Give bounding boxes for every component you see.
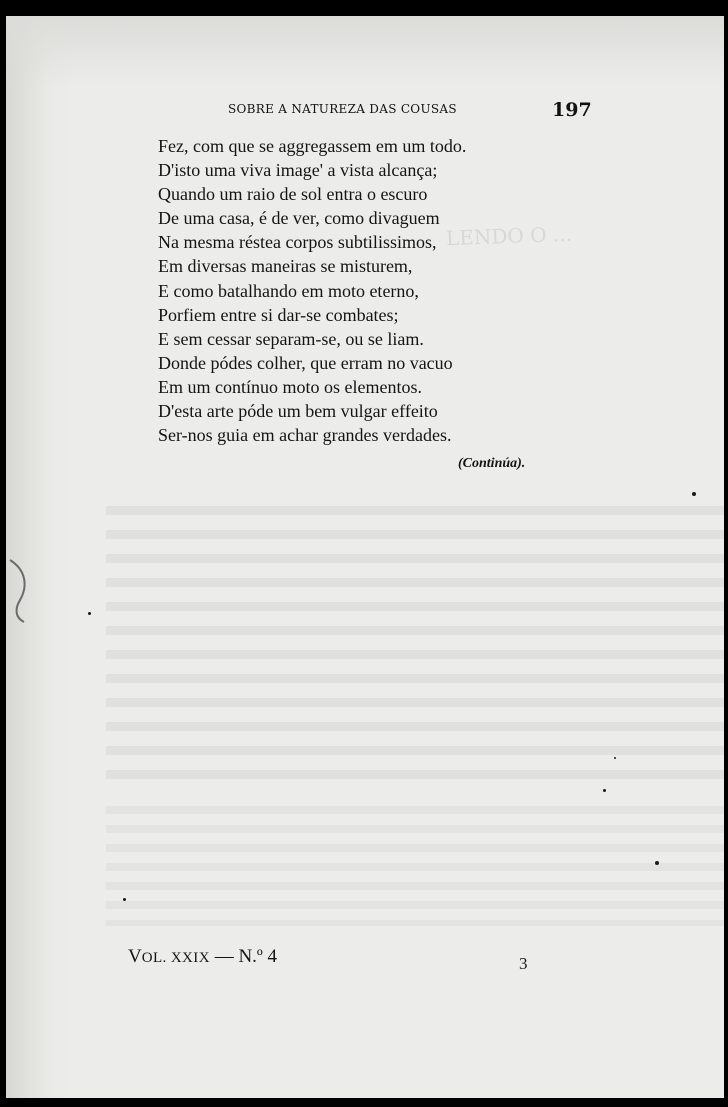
poem-line: Donde pódes colher, que erram no vacuo <box>158 352 453 373</box>
sheet-signature-mark: 3 <box>519 954 528 973</box>
show-through-text <box>106 506 724 786</box>
ink-speck <box>614 757 616 759</box>
continuation-note: (Continúa). <box>458 456 526 471</box>
poem-line: E sem cessar separam-se, ou se liam. <box>158 328 424 349</box>
scanned-page <box>6 16 724 1098</box>
volume-label: OL. XXIX <box>141 950 210 966</box>
poem-line: E como batalhando em moto eterno, <box>158 280 419 301</box>
page-number: 197 <box>552 99 592 121</box>
issue-number: N.º 4 <box>238 946 278 967</box>
poem-line: D'isto uma viva image' a vista alcança; <box>158 160 438 181</box>
poem-line: De uma casa, é de ver, como divaguem <box>158 208 440 229</box>
poem-line: Ser-nos guia em achar grandes verdades. <box>158 425 452 446</box>
poem-line: Em um contínuo moto os elementos. <box>158 376 422 397</box>
ink-speck <box>692 492 696 496</box>
paper-curl-mark <box>6 556 46 626</box>
ink-speck <box>655 861 659 865</box>
running-head: SOBRE A NATUREZA DAS COUSAS <box>228 102 457 116</box>
ink-speck <box>123 898 126 901</box>
poem-line: Na mesma réstea corpos subtilissimos, <box>158 232 437 253</box>
poem <box>158 134 466 447</box>
show-through-heading: LENDO O ... <box>445 221 573 251</box>
show-through-notes <box>106 806 724 926</box>
poem-line: D'esta arte póde um bem vulgar effeito <box>158 401 438 422</box>
poem-line: Em diversas maneiras se misturem, <box>158 256 413 277</box>
ink-speck <box>603 789 606 792</box>
poem-line: Porfiem entre si dar-se combates; <box>158 304 399 325</box>
footer-separator: — <box>209 946 239 967</box>
volume-prefix: V <box>128 946 142 967</box>
poem-line: Quando um raio de sol entra o escuro <box>158 184 428 205</box>
volume-footer <box>128 946 277 968</box>
page-top-shadow <box>6 16 724 86</box>
ink-speck <box>88 612 91 615</box>
poem-line: Fez, com que se aggregassem em um todo. <box>158 136 467 156</box>
